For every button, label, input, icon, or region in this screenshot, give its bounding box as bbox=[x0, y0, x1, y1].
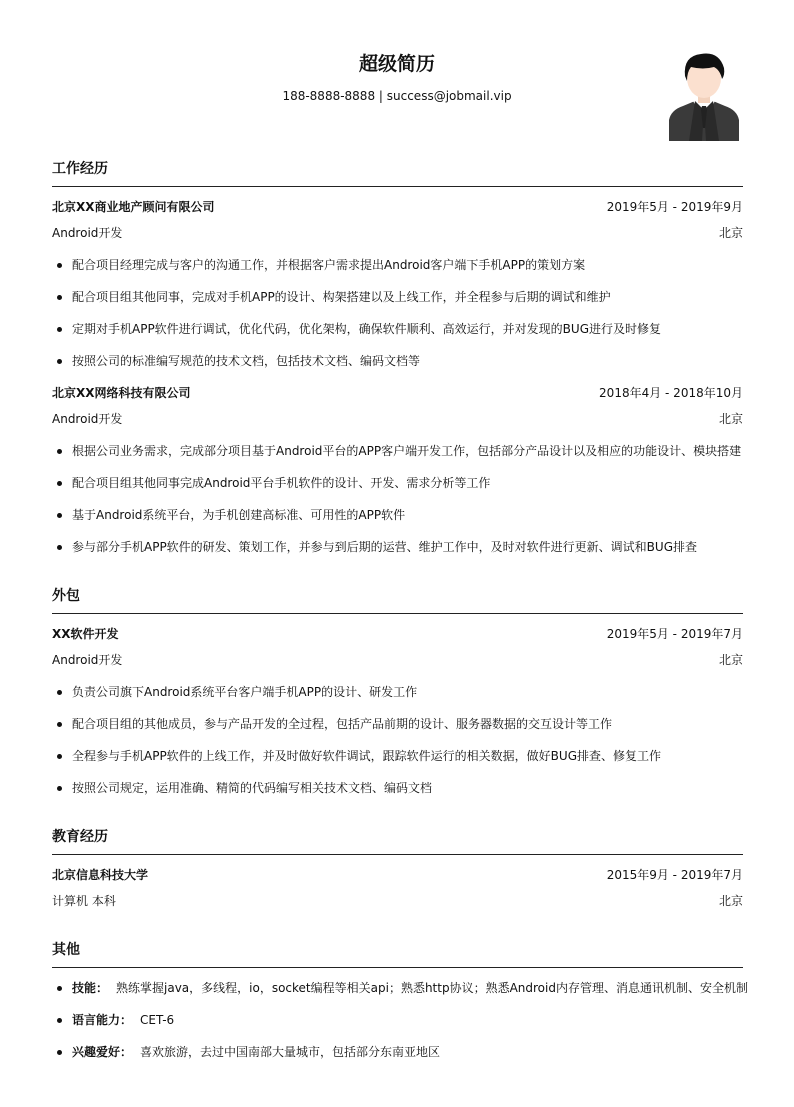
work-section bbox=[52, 160, 743, 555]
bullet-item: 根据公司业务需求，完成部分项目基于Android平台的APP客户端开发工作，包括部分产品设计以及相应的功能设计、模块搭建 bbox=[52, 443, 743, 459]
job-role: Android开发 bbox=[52, 412, 123, 426]
entry-header bbox=[52, 626, 743, 642]
school-name: 北京信息科技大学 bbox=[52, 868, 149, 882]
item-label: 技能： bbox=[72, 981, 109, 995]
location: 北京 bbox=[718, 226, 743, 240]
bullet-item: 参与部分手机APP软件的研发、策划工作，并参与到后期的运营、维护工作中，及时对软件进行更新、调试和BUG排查 bbox=[52, 539, 743, 555]
outsource-section bbox=[52, 587, 743, 796]
entry-subheader bbox=[52, 893, 743, 909]
location: 北京 bbox=[718, 894, 743, 908]
entry-subheader bbox=[52, 652, 743, 668]
bullet-item: 定期对手机APP软件进行调试，优化代码，优化架构，确保软件顺利、高效运行，并对发现的BUG进行及时修复 bbox=[52, 321, 743, 337]
date-range: 2019年5月 - 2019年7月 bbox=[606, 627, 743, 641]
bullet-item: 按照公司规定，运用准确、精简的代码编写相关技术文档、编码文档 bbox=[52, 780, 743, 796]
bullet-item: 负责公司旗下Android系统平台客户端手机APP的设计、研发工作 bbox=[52, 684, 743, 700]
section-title-other: 其他 bbox=[52, 941, 743, 968]
entry-header bbox=[52, 385, 743, 401]
bullet-list bbox=[52, 443, 743, 555]
bullet-item: 配合项目经理完成与客户的沟通工作，并根据客户需求提出Android客户端下手机APP的策划方案 bbox=[52, 257, 743, 273]
job-role: Android开发 bbox=[52, 653, 123, 667]
entry-header bbox=[52, 867, 743, 883]
bullet-item: 按照公司的标准编写规范的技术文档，包括技术文档、编码文档等 bbox=[52, 353, 743, 369]
bullet-item: 配合项目组其他同事完成Android平台手机软件的设计、开发、需求分析等工作 bbox=[52, 475, 743, 491]
section-title-education: 教育经历 bbox=[52, 828, 743, 855]
contact-info: 188-8888-8888 | success@jobmail.vip bbox=[282, 89, 512, 103]
item-label: 语言能力： bbox=[72, 1013, 133, 1027]
location: 北京 bbox=[718, 653, 743, 667]
skills-item bbox=[52, 980, 748, 996]
item-label: 兴趣爱好： bbox=[72, 1045, 133, 1059]
section-title-work: 工作经历 bbox=[52, 160, 743, 187]
company-name: 北京XX网络科技有限公司 bbox=[52, 386, 191, 400]
date-range: 2015年9月 - 2019年7月 bbox=[606, 868, 743, 882]
company-name: 北京XX商业地产顾问有限公司 bbox=[52, 200, 215, 214]
education-section bbox=[52, 828, 743, 909]
bullet-item: 全程参与手机APP软件的上线工作，并及时做好软件调试，跟踪软件运行的相关数据，做好BUG排查、修复工作 bbox=[52, 748, 743, 764]
date-range: 2019年5月 - 2019年9月 bbox=[606, 200, 743, 214]
item-text: 熟练掌握java，多线程，io，socket编程等相关api；熟悉http协议；熟悉Android内存管理、消息通讯机制、安全机制 bbox=[116, 981, 748, 995]
entry-subheader bbox=[52, 225, 743, 241]
company-name: XX软件开发 bbox=[52, 627, 119, 641]
entry-subheader bbox=[52, 411, 743, 427]
bullet-item: 基于Android系统平台，为手机创建高标准、可用性的APP软件 bbox=[52, 507, 743, 523]
hobby-item bbox=[52, 1044, 743, 1060]
other-list bbox=[52, 980, 748, 1060]
item-text: 喜欢旅游，去过中国南部大量城市，包括部分东南亚地区 bbox=[140, 1045, 441, 1059]
location: 北京 bbox=[718, 412, 743, 426]
person-avatar-icon bbox=[669, 48, 739, 141]
job-role: Android开发 bbox=[52, 226, 123, 240]
major-degree: 计算机 本科 bbox=[52, 894, 116, 908]
resume-name: 超级简历 bbox=[358, 53, 435, 75]
section-title-outsource: 外包 bbox=[52, 587, 743, 614]
other-section bbox=[52, 941, 748, 1060]
bullet-list bbox=[52, 684, 743, 796]
date-range: 2018年4月 - 2018年10月 bbox=[599, 386, 743, 400]
item-text: CET-6 bbox=[140, 1013, 175, 1027]
language-item bbox=[52, 1012, 743, 1028]
entry-header bbox=[52, 199, 743, 215]
bullet-item: 配合项目组的其他成员，参与产品开发的全过程，包括产品前期的设计、服务器数据的交互设计等工作 bbox=[52, 716, 743, 732]
bullet-list bbox=[52, 257, 743, 369]
bullet-item: 配合项目组其他同事，完成对手机APP的设计、构架搭建以及上线工作，并全程参与后期的调试和维护 bbox=[52, 289, 743, 305]
